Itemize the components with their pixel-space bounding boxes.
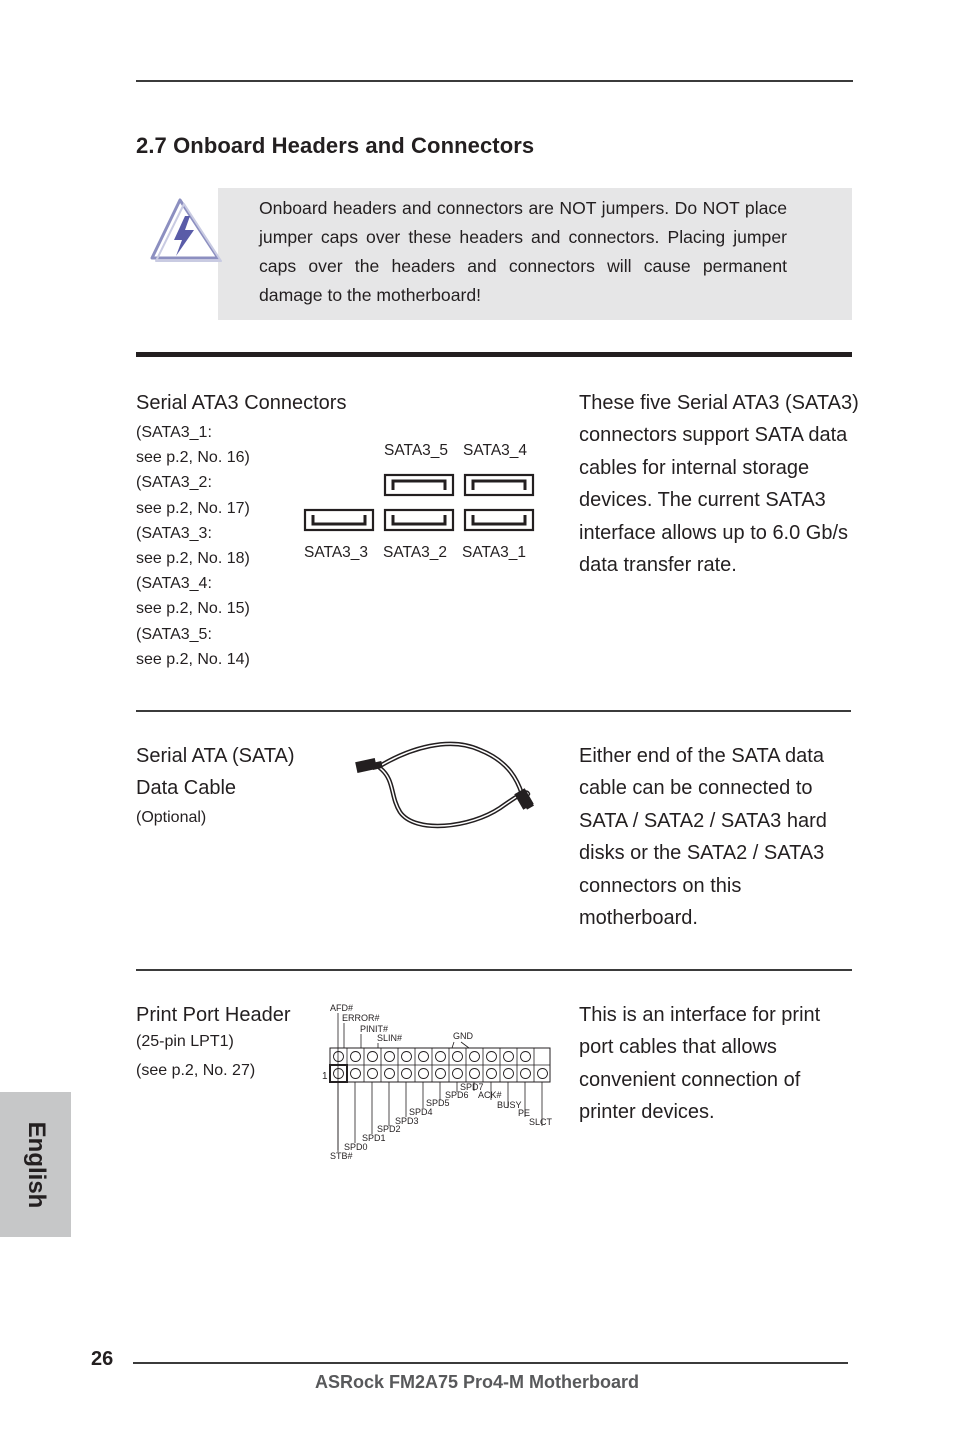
header-pin (487, 1052, 497, 1062)
section-divider (136, 710, 851, 712)
pin-label-spd4: SPD4 (409, 1107, 433, 1117)
cable-plug-right (514, 788, 534, 810)
header-pin (419, 1052, 429, 1062)
pin-label-busy: BUSY (497, 1100, 522, 1110)
footer-rule (133, 1362, 848, 1364)
warning-lightning-icon (150, 196, 222, 264)
sata3-ref-name: (SATA3_3: (136, 524, 212, 542)
header-pin (538, 1069, 548, 1079)
sata3-ref-name: (SATA3_1: (136, 424, 212, 441)
sata3-ref-list (136, 420, 250, 672)
header-pin (419, 1069, 429, 1079)
sata3-3-connector (305, 510, 373, 530)
sata3-3-label: SATA3_3 (304, 544, 369, 561)
pin-label-pe: PE (518, 1108, 531, 1118)
side-tab-label: English (22, 1121, 50, 1208)
pin-label-spd5: SPD5 (426, 1098, 450, 1108)
pin-label-stb: STB# (330, 1151, 353, 1161)
header-pin (504, 1052, 514, 1062)
header-pin (453, 1069, 463, 1079)
pin-label-spd6: SPD6 (445, 1090, 469, 1100)
header-rule (136, 80, 853, 82)
print-port-description: This is an interface for print port cables that allows convenient connection of printer devices. (579, 1004, 821, 1124)
pin-label-spd2: SPD2 (377, 1124, 401, 1134)
sata3-4-label: SATA3_4 (463, 442, 528, 459)
header-pin (504, 1069, 514, 1079)
sata3-2-connector (385, 510, 453, 530)
warning-text: Onboard headers and connectors are NOT jumpers. Do NOT place jumper caps over these headers and connectors. Placing jumper caps over the headers and connectors will cause permanent damage to the motherboard! (259, 198, 787, 305)
pin-label-spd3: SPD3 (395, 1116, 419, 1126)
header-pin (487, 1069, 497, 1079)
pin-label-slct: SLCT (529, 1117, 553, 1127)
sata3-ref-location: see p.2, No. 18) (136, 550, 250, 568)
sata3-ref-location: see p.2, No. 16) (136, 449, 250, 467)
sata3-ref-name: (SATA3_5: (136, 625, 212, 643)
sata3-5-connector (385, 475, 453, 495)
header-pin (368, 1069, 378, 1079)
footer-text: ASRock FM2A75 Pro4-M Motherboard (314, 1372, 640, 1392)
header-pin (436, 1052, 446, 1062)
pin-label-spd1: SPD1 (362, 1133, 386, 1143)
sata3-ref-name: (SATA3_2: (136, 474, 212, 492)
pin-label-spd0: SPD0 (344, 1142, 368, 1152)
sata3-4-connector (465, 475, 533, 495)
header-pin (334, 1069, 344, 1079)
header-pin (436, 1069, 446, 1079)
header-pin (402, 1052, 412, 1062)
sata-cable-title-line2: Data Cable (136, 777, 237, 799)
pin-label-afd: AFD# (330, 1003, 354, 1013)
print-port-sub1: (25-pin LPT1) (136, 1033, 234, 1050)
sata-cable-note: (Optional) (136, 809, 207, 826)
cable-plug-left (355, 758, 383, 773)
sata3-description: These five Serial ATA3 (SATA3) connectors support SATA data cables for internal storage devices. The current SATA3 interface allows up to 6.0 Gb/s data transfer rate. (579, 392, 859, 577)
sata3-2-label: SATA3_2 (383, 544, 448, 561)
header-pin (470, 1069, 480, 1079)
header-pin (368, 1052, 378, 1062)
pin-label-spd7: SPD7 (460, 1082, 484, 1092)
print-port-pin-diagram (320, 1000, 560, 1165)
sata3-ref-name: (SATA3_4: (136, 575, 212, 593)
language-side-tab (0, 1092, 71, 1237)
header-pin (453, 1052, 463, 1062)
section-title: 2.7 Onboard Headers and Connectors (136, 133, 535, 158)
section-divider-thick (136, 352, 852, 357)
section-divider (136, 969, 852, 971)
pin-label-slin: SLIN# (377, 1033, 403, 1043)
sata3-ref-location: see p.2, No. 15) (136, 600, 250, 618)
header-pin (521, 1069, 531, 1079)
pin-label-ack: ACK# (478, 1090, 502, 1100)
sata3-ref-location: see p.2, No. 17) (136, 499, 250, 517)
sata3-5-label: SATA3_5 (384, 442, 449, 459)
header-pin (521, 1052, 531, 1062)
sata-cable-title-line1: Serial ATA (SATA) (136, 745, 295, 767)
print-port-sub2: (see p.2, No. 27) (136, 1062, 256, 1079)
pin-label-gnd: GND (453, 1031, 473, 1041)
sata3-1-connector (465, 510, 533, 530)
print-port-title: Print Port Header (136, 1004, 291, 1026)
header-pin (402, 1069, 412, 1079)
header-pin (385, 1069, 395, 1079)
header-pin (334, 1052, 344, 1062)
page-number: 26 (91, 1348, 114, 1370)
sata3-title: Serial ATA3 Connectors (136, 392, 347, 414)
header-pin (470, 1052, 480, 1062)
sata-cable-image (350, 738, 550, 833)
sata3-ref-location: see p.2, No. 14) (136, 650, 250, 668)
header-pin (385, 1052, 395, 1062)
sata3-1-label: SATA3_1 (462, 544, 527, 561)
pin-one-label: 1 (322, 1071, 328, 1082)
sata-connector-diagram (300, 470, 540, 536)
sata-cable-description: Either end of the SATA data cable can be connected to SATA / SATA2 / SATA3 hard disks or the SATA2 / SATA3 connectors on this motherboard. (579, 745, 827, 930)
pin-label-error: ERROR# (342, 1013, 380, 1023)
header-pin (351, 1069, 361, 1079)
header-pin (351, 1052, 361, 1062)
pin-label-pinit: PINIT# (360, 1024, 389, 1034)
